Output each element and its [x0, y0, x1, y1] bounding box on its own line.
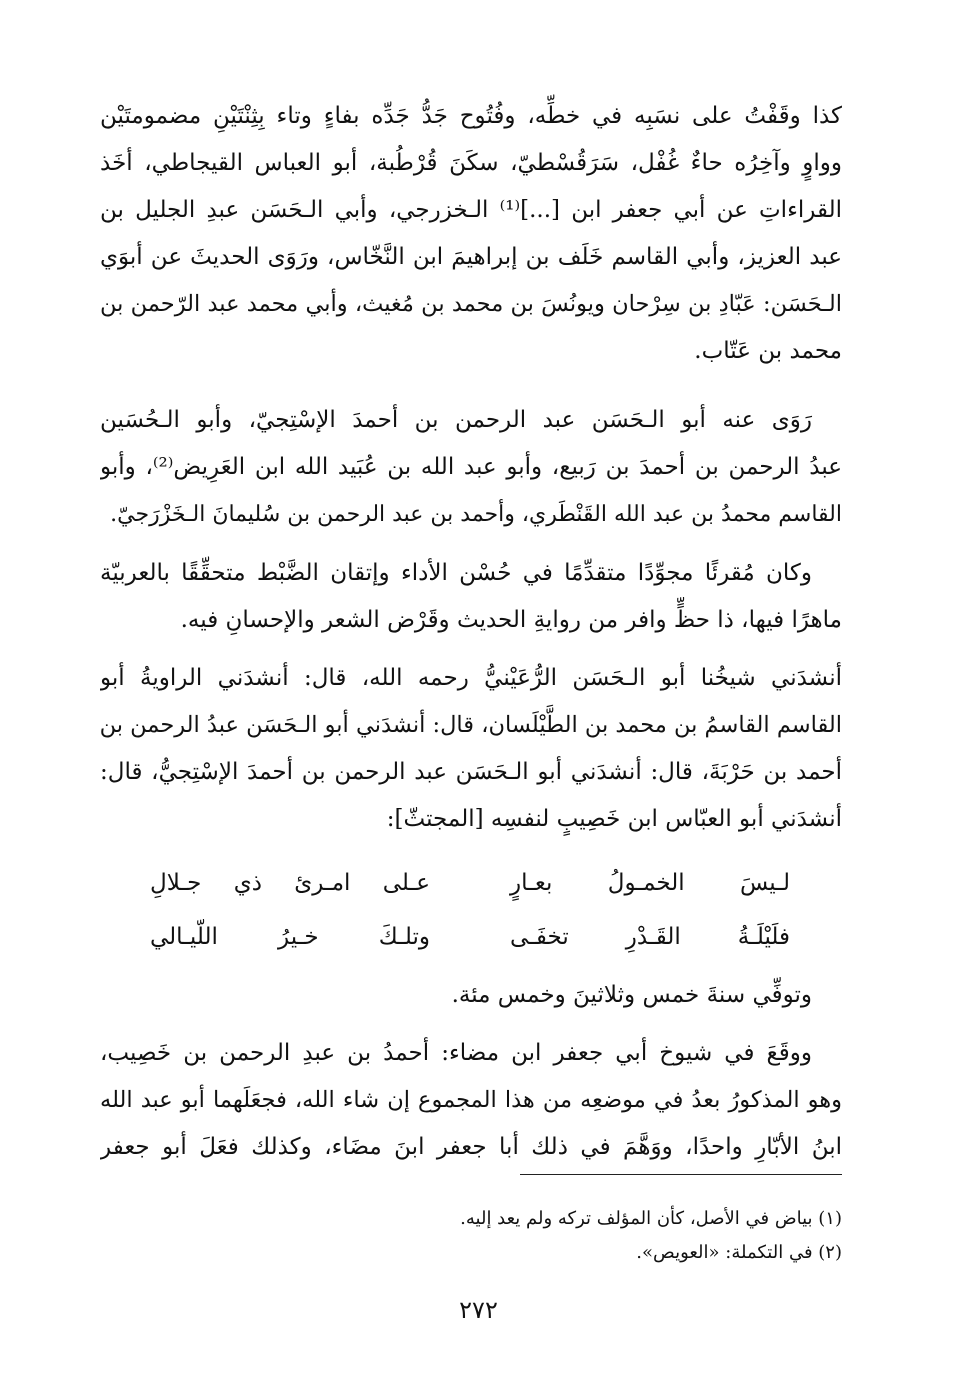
text-line: محمد بن عَتّاب. [694, 338, 842, 364]
verse-line [150, 856, 790, 910]
text-line: القاسم القاسمُ بن محمد بن الطَّيْلَسان، قال: أنشدَني أبو الـحَسَن عبدُ الرحمن بن [100, 712, 842, 738]
paragraph-1 [100, 93, 842, 375]
paragraph-5 [100, 1030, 842, 1171]
poem-verses [150, 856, 790, 964]
footnote-separator [520, 1174, 842, 1175]
text-line: ابنُ الأبّارِ واحدًا، ووَهَّمَ في ذلك أبا جعفر ابنَ مضَاء، وكذلك فعَلَ أبو جعفر [100, 1134, 842, 1160]
verse-first-hemistich: فلَيْلَـةُ القَـدْرِ تخفَـى [510, 924, 790, 950]
paragraph-3 [100, 550, 842, 644]
text-line: القراءاتِ عن أبي جعفر ابن [...]⁽¹⁾ الـخزرجي، وأبي الـحَسَن عبدِ الجليل بن [100, 197, 842, 223]
text-line: وكان مُقرئًا مجوِّدًا متقدِّمًا في حُسْن الأداء وإتقان الضَّبْط متحقِّقًا بالعربيّة [100, 560, 812, 586]
death-note [100, 972, 842, 1019]
text-line: ووقَعَ في شيوخ أبي جعفر ابن مضاء: أحمدُ بن عبدِ الرحمن بن خَصِيب، [100, 1040, 812, 1066]
text-line: عبدُ الرحمن بن أحمدَ بن رَبيع، وأبو عبد الله بن عُبَيد الله ابن العَرِيض⁽²⁾، وأبو [100, 454, 842, 480]
footnote: (١) بياض في الأصل، كأن المؤلف تركه ولم يعد إليه. [460, 1208, 842, 1229]
verse-first-hemistich: لـيسَ الخمـولُ بعـارٍ [510, 870, 790, 896]
text-line: رَوَى عنه أبو الـحَسَن عبد الرحمن بن أحمدَ الإسْتِجيّ، وأبو الـحُسَين [100, 407, 812, 433]
verse-line [150, 910, 790, 964]
text-line: الـحَسَن: عَبّادِ بن سِرْحان ويونُسَ بن محمد بن مُغيث، وأبي محمد عبد الرّحمن بن [100, 291, 842, 317]
footnote: (٢) في التكملة: «العويص». [636, 1242, 842, 1263]
text-line: كذا وقَفْتُ على نسَبِه في خطِّه، وفُتُوح جَدُّ جَدِّه بفاءٍ وتاء بِثِنْتَيْنِ مضمومتَيْن [100, 103, 842, 129]
text-line: أحمد بن حَرْبَةَ، قال: أنشدَني أبو الـحَسَن عبد الرحمن بن أحمدَ الإسْتِجيُّ، قال: [100, 759, 842, 785]
text-line: وواوٍ وآخِرُه حاءٌ غُفْل، سَرَقُسْطيّ، سكَنَ قُرْطُبة، أبو العباس القيجاطي، أخَذ [100, 150, 842, 176]
text-line: وهو المذكورُ بعدُ في موضعِه من هذا المجموع إن شاء الله، فجعَلَهما أبو عبد الله [100, 1087, 842, 1113]
verse-second-hemistich: وتلـكَ خـيرُ اللّيـالي [150, 924, 430, 950]
text-line: القاسم محمدُ بن عبد الله القَنْطَري، وأحمد بن عبد الرحمن بن سُليمانَ الـخَزْرَجيّ. [110, 502, 842, 527]
text-line: وتوفِّي سنةَ خمس وثلاثينَ وخمس مئة. [451, 982, 812, 1008]
page-number: ٢٧٢ [459, 1296, 498, 1324]
verse-second-hemistich: عـلى امـرئ ذي جـلالِ [150, 870, 430, 896]
text-line: أنشدَني أبو العبّاس ابن خَصِيبٍ لنفسِه [المجتثّ]: [386, 806, 842, 832]
paragraph-2 [100, 397, 842, 538]
text-line: ماهرًا فيها، ذا حظٍّ وافر من روايةِ الحديث وقَرْض الشعر والإحسانِ فيه. [180, 607, 842, 633]
text-line: عبد العزيز، وأبي القاسم خَلَف بن إبراهيمَ ابن النَّخّاس، ورَوَى الحديثَ عن أبوَي [100, 244, 842, 270]
footnotes [100, 1202, 842, 1270]
text-line: أنشدَني شيخُنا أبو الـحَسَن الرُّعَيْنيُّ رحمه الله، قال: أنشدَني الراويةُ أبو [100, 665, 842, 691]
paragraph-4 [100, 655, 842, 843]
